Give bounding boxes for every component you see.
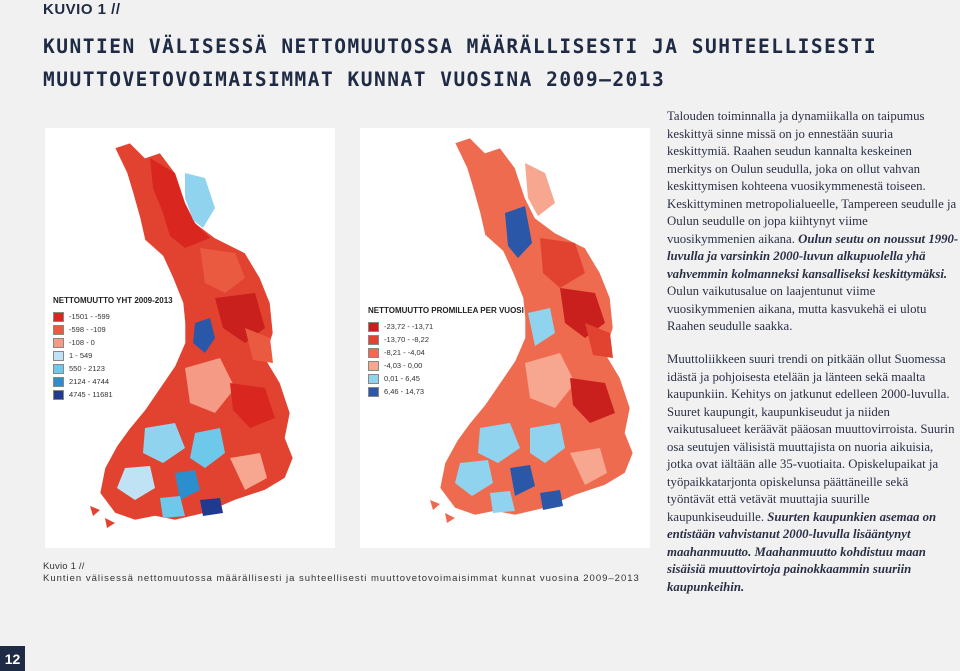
caption-text: Kuntien välisessä nettomuutossa määrällisesti ja suhteellisesti muuttovetovoimaisimmat kunnat vuosina 2009–2013 [43, 573, 640, 584]
legend-title: NETTOMUUTTO YHT 2009-2013 [53, 296, 173, 305]
legend-item [53, 349, 173, 362]
legend-label: -23,72 - -13,71 [384, 322, 434, 331]
legend-swatch [53, 377, 64, 387]
legend-label: 6,46 - 14,73 [384, 387, 425, 396]
paragraph-text: Oulun vaikutusalue on laajentunut viime vuosikymmenien aikana, mutta kasvukehä ei ulotu Raahen seudulle saakka. [667, 284, 927, 333]
legend-title: NETTOMUUTTO PROMILLEA PER VUOSI [368, 306, 524, 315]
legend-swatch [368, 335, 379, 345]
legend-swatch [368, 387, 379, 397]
legend-label: -1501 - -599 [69, 312, 110, 321]
legend-swatch [53, 364, 64, 374]
figure [43, 123, 650, 588]
legend-label: 1 - 549 [69, 351, 93, 360]
paragraph-text: Talouden toiminnalla ja dynamiikalla on taipumus keskittyä sinne missä on jo ennestään suuria keskittymiä. Raahen seudun kannalta keskeinen merkitys on Oulun seudulla, joka on ollut vahvan keskittymisen kohteena vuosikymmenestä toiseen. Keskittyminen metropolialueelle, Tampereen seudulle ja Oulun seudulle on jopa kiihtynyt viime vuosikymmenien aikana. [667, 109, 957, 246]
page-title [43, 30, 923, 96]
legend-swatch [53, 325, 64, 335]
legend-label: -4,03 - 0,00 [384, 361, 423, 370]
legend-swatch [53, 390, 64, 400]
legend-swatch [53, 351, 64, 361]
body-paragraph-2 [667, 351, 959, 596]
legend-map-1 [53, 296, 173, 401]
legend-label: -108 - 0 [69, 338, 95, 347]
legend-swatch [368, 374, 379, 384]
legend-item [368, 320, 524, 333]
map-net-migration-per-mille [360, 128, 650, 548]
legend-label: 4745 - 11681 [69, 390, 113, 399]
legend-item [53, 388, 173, 401]
legend-item [368, 333, 524, 346]
legend-item [368, 372, 524, 385]
map-net-migration-total [45, 128, 335, 548]
legend-item [368, 359, 524, 372]
emphasized-text: Suurten kaupunkien asemaa on entistään vahvistanut 2000-luvulla lisääntynyt maahanmuutto. Maahanmuutto kohdistuu maan sisäisiä muuttovirtoja painokkaammin suuriin kaupunkeihin. [667, 509, 937, 594]
title-line-2: MUUTTOVETOVOIMAISIMMAT KUNNAT VUOSINA 2009–2013 [43, 68, 666, 91]
legend-item [53, 310, 173, 323]
title-line-1: KUNTIEN VÄLISESSÄ NETTOMUUTOSSA MÄÄRÄLLISESTI JA SUHTEELLISESTI [43, 35, 878, 58]
legend-label: -598 - -109 [69, 325, 106, 334]
caption-label: Kuvio 1 // [43, 561, 85, 572]
figure-label: KUVIO 1 // [43, 1, 121, 18]
legend-item [368, 385, 524, 398]
legend-swatch [368, 322, 379, 332]
body-paragraph-1 [667, 108, 959, 336]
legend-label: 550 - 2123 [69, 364, 105, 373]
legend-label: -13,70 - -8,22 [384, 335, 430, 344]
legend-swatch [368, 348, 379, 358]
legend-swatch [53, 338, 64, 348]
paragraph-text: Muuttoliikkeen suuri trendi on pitkään ollut Suomessa idästä ja pohjoisesta etelään ja länteen sekä maalta kaupunkiin. Kehitys on jatkunut edelleen 2000-luvulla. Suuret kaupungit, kaupunkiseudut ja niiden vaikutusalueet keräävät pääosan muuttovirroista. Suurin osa seutujen välisistä muuttajista on nuoria aikuisia, jotka ovat iältään alle 35-vuotiaita. Opiskelupaikat ja työpaikkatarjonta opiskelunsa päättäneille sekä työntävät että vetävät muuttajia suurille kaupunkiseuduille. [667, 352, 955, 524]
legend-item [368, 346, 524, 359]
legend-label: 2124 - 4744 [69, 377, 110, 386]
emphasized-text: Oulun seutu on noussut 1990-luvulla ja varsinkin 2000-luvun alkupuolella yhä vahvemmin kolmanneksi kansalliseksi keskittymäksi. [667, 231, 959, 281]
legend-item [53, 362, 173, 375]
legend-swatch [53, 312, 64, 322]
legend-item [53, 336, 173, 349]
legend-item [53, 375, 173, 388]
legend-map-2 [368, 306, 524, 398]
figure-caption [43, 561, 640, 585]
legend-swatch [368, 361, 379, 371]
legend-label: 0,01 - 6,45 [384, 374, 420, 383]
legend-item [53, 323, 173, 336]
page-number: 12 [0, 646, 25, 671]
legend-label: -8,21 - -4,04 [384, 348, 425, 357]
